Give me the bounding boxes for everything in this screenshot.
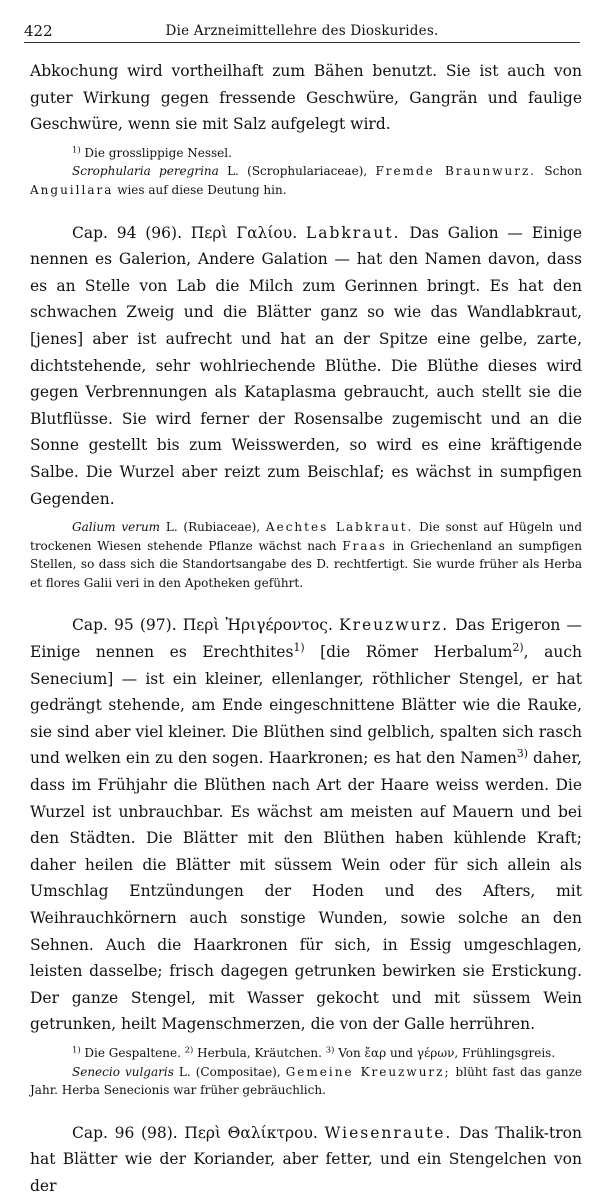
chapter-text: Das Galion — Einige nennen es Galerion, Andere Galation — hat den Namen davon, dass es an Stelle von Lab die Milch zum Gerinnen bringt. Es hat den schwachen Zweig und die Blätter ganz so wie das Wandlabkraut, [jenes] aber ist aufrecht und hat an der Spitze eine gelbe, zarte, dichtstehende, sehr wohlriechende Blüthe. Die Blüthe dieses wird gegen Verbrennungen als Kataplasma gebraucht, auch stellt sie die Blutflüsse. Sie wird ferner der Rosensalbe zugemischt und an die Sonne gestellt bis zum Weisswerden, so wird es eine kräftigende Salbe. Die Wurzel aber reizt zum Beischlaf; es wächst in sumpfigen Gegenden. [30, 223, 583, 508]
taxon-name: Scrophularia peregrina [72, 164, 219, 179]
footnote-text: Herbula, Kräutchen. [193, 1045, 326, 1060]
taxon-name: Senecio vulgaris [72, 1064, 174, 1079]
plant-name: Labkraut. [305, 223, 401, 242]
chapter-heading: Cap. 95 (97). Περὶ Ἠριγέροντος. [72, 616, 339, 635]
footnote-marker: 1) [72, 144, 81, 155]
author-name: Fraas [342, 538, 387, 553]
author-name: Anguillara [30, 182, 114, 197]
footnote-ref: 3) [516, 747, 529, 761]
chapter-text: , auch Senecium] — ist ein kleiner, ellenlanger, röthlicher Stengel, er hat gedrängt stehende, am Ende eingeschnittene Blätter wie die Rauke, sie sind aber viel kleiner. Die Blüthen sind gelblich, spalten sich rasch und welken ein zu den sogen. Haarkronen; es hat den Namen [30, 643, 582, 768]
commentary-text: blüht fast das ganze Jahr. Herba Senecionis war früher gebräuchlich. [30, 1064, 583, 1098]
page-number: 422 [24, 22, 53, 40]
common-name: Gemeine Kreuzwurz; [285, 1064, 451, 1079]
footnote-ref: 1) [293, 641, 305, 655]
chapter-text: [die Römer Herbalum [304, 643, 513, 662]
footnote-text: Von ἔαρ und γέρων, Frühlingsgreis. [334, 1045, 556, 1060]
chapter-text: Das Thalik-tron hat Blätter wie der Koriander, aber fetter, und ein Stengelchen von der [30, 1123, 583, 1195]
chapter-heading: Cap. 96 (98). Περὶ Θαλίκτρου. [72, 1123, 325, 1142]
commentary-galium [30, 518, 582, 592]
footnote-ref: 2) [512, 641, 524, 655]
chapter-text: daher, dass im Frühjahr die Blüthen nach Art der Haare weiss werden. Die Wurzel ist unbrauchbar. Es wächst am meisten auf Mauern und bei den Städten. Die Blätter mit den Blüthen haben kühlende Kraft; daher heilen die Blätter mit süssem Wein oder für sich allein als Umschlag Entzündungen der Hoden und des Afters, mit Weihrauchkörnern auch sonstige Wunden, sowie solche an den Sehnen. Auch die Haarkronen für sich, in Essig umgeschlagen, leisten dasselbe; frisch dagegen getrunken bewirken sie Erstickung. Der ganze Stengel, mit Wasser gekocht und mit süssem Wein getrunken, heilt Magenschmerzen, die von der Galle herrühren. [30, 749, 582, 1034]
page-header [24, 22, 580, 43]
footnote-marker: 2) [184, 1044, 194, 1055]
chapter-95 [30, 612, 582, 1038]
chapter-94 [30, 220, 582, 513]
footnote-marker: 3) [325, 1044, 335, 1055]
chapter-heading: Cap. 94 (96). Περὶ Γαλίου. [72, 223, 306, 242]
page-body [30, 58, 582, 1200]
commentary-text: L. (Compositae), [173, 1064, 286, 1079]
commentary-scrophularia [30, 162, 582, 199]
commentary-text: in Griechenland an sumpfigen Stellen, so dass sich die Standortsangabe des D. rechtfertigt. Sie wurde früher als Herba et flores Galii veri in den Apotheken geführt. [30, 538, 582, 590]
footnote-1 [30, 144, 582, 163]
commentary-text: Schon [536, 164, 583, 179]
footnote-text: Die grosslippige Nessel. [80, 145, 232, 160]
common-name: Fremde Braunwurz. [375, 164, 537, 179]
chapter-text: Das Erigeron — Einige nennen es Erechthites [30, 616, 583, 662]
footnote-marker: 1) [72, 1044, 81, 1055]
footnotes-95 [30, 1044, 582, 1063]
commentary-text: Die sonst auf Hügeln und trockenen Wiesen stehende Pflanze wächst nach [30, 520, 583, 553]
commentary-senecio [30, 1063, 582, 1100]
plant-name: Kreuzwurz. [339, 616, 450, 635]
commentary-text: L. (Rubiaceae), [160, 520, 266, 535]
plant-name: Wiesenraute. [324, 1123, 453, 1142]
footnote-text: Die Gespaltene. [80, 1045, 185, 1060]
continued-paragraph: Abkochung wird vortheilhaft zum Bähen benutzt. Sie ist auch von guter Wirkung gegen fressende Geschwüre, Gangrän und faulige Geschwüre, wenn sie mit Salz aufgelegt wird. [30, 62, 582, 134]
chapter-96 [30, 1120, 582, 1200]
commentary-text: L. (Scrophulariaceae), [218, 164, 376, 179]
taxon-name: Galium verum [72, 520, 161, 535]
running-title: Die Arzneimittellehre des Dioskurides. [165, 23, 439, 39]
common-name: Aechtes Labkraut. [265, 520, 414, 535]
commentary-text: wies auf diese Deutung hin. [113, 182, 287, 197]
